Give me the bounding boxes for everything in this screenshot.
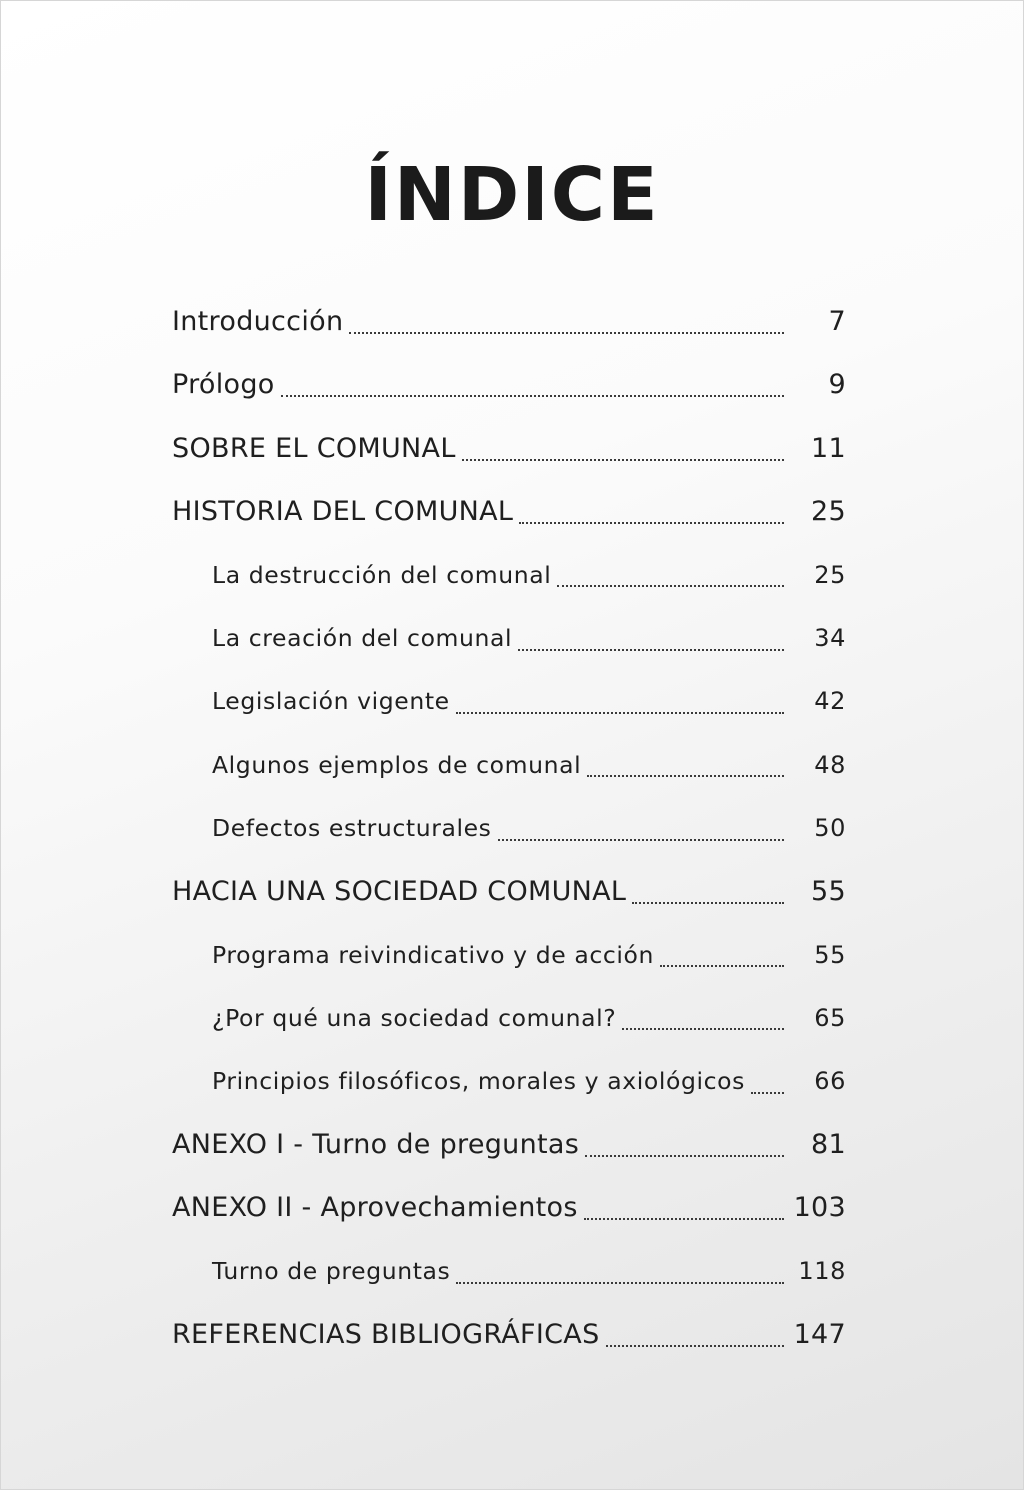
- toc-entry-page-number: 11: [811, 432, 846, 464]
- toc-entry-label: Defectos estructurales: [212, 814, 492, 843]
- toc-entry-label: Legislación vigente: [212, 687, 450, 716]
- dot-leader: [281, 394, 784, 397]
- toc-entry[interactable]: [172, 733, 846, 796]
- toc-entry[interactable]: [172, 290, 846, 353]
- toc-entry-line: [172, 369, 784, 400]
- dot-leader: [349, 331, 784, 334]
- toc-entry-line: [172, 1004, 784, 1032]
- toc-entry-line: [172, 1192, 784, 1223]
- toc-entry-label: Principios filosóficos, morales y axiológicos: [212, 1067, 745, 1096]
- table-of-contents: [172, 290, 846, 1366]
- dot-leader: [557, 584, 784, 587]
- toc-entry-label: HISTORIA DEL COMUNAL: [172, 496, 514, 528]
- toc-entry-label: ANEXO II - Aprovechamientos: [172, 1192, 578, 1224]
- toc-entry-line: [172, 1129, 784, 1160]
- toc-entry-label: SOBRE EL COMUNAL: [172, 432, 456, 464]
- toc-entry-label: La creación del comunal: [212, 624, 513, 653]
- dot-leader: [587, 774, 784, 777]
- toc-entry[interactable]: [172, 1113, 846, 1176]
- toc-entry-page-number: 25: [814, 560, 846, 589]
- toc-entry-label: Programa reivindicativo y de acción: [212, 940, 655, 969]
- toc-entry-label: Prólogo: [172, 369, 275, 401]
- toc-entry-label: La destrucción del comunal: [212, 560, 552, 589]
- toc-entry-label: ANEXO I - Turno de preguntas: [172, 1129, 580, 1160]
- dot-leader: [622, 1027, 784, 1030]
- toc-entry[interactable]: [172, 1239, 846, 1302]
- toc-entry[interactable]: [172, 543, 846, 606]
- toc-entry[interactable]: [172, 606, 846, 669]
- toc-entry-label: HACIA UNA SOCIEDAD COMUNAL: [172, 875, 627, 907]
- toc-entry-page-number: 50: [814, 814, 846, 843]
- toc-entry-line: [172, 561, 784, 589]
- toc-entry-label: Algunos ejemplos de comunal: [212, 750, 582, 779]
- toc-entry[interactable]: [172, 417, 846, 480]
- dot-leader: [456, 1281, 784, 1284]
- dot-leader: [456, 711, 784, 714]
- toc-entry-page-number: 66: [814, 1067, 846, 1096]
- dot-leader: [585, 1154, 784, 1157]
- toc-entry-page-number: 9: [828, 369, 846, 401]
- dot-leader: [498, 838, 784, 841]
- toc-entry-page-number: 65: [814, 1003, 846, 1032]
- toc-entry[interactable]: [172, 923, 846, 986]
- toc-entry-page-number: 81: [811, 1129, 846, 1160]
- toc-entry-line: [172, 1257, 784, 1285]
- toc-entry-line: [172, 433, 784, 464]
- toc-entry-page-number: 147: [793, 1318, 846, 1350]
- dot-leader: [518, 648, 784, 651]
- toc-entry-page-number: 118: [798, 1257, 846, 1286]
- dot-leader: [462, 458, 784, 461]
- toc-entry-page-number: 48: [814, 750, 846, 779]
- toc-entry[interactable]: [172, 670, 846, 733]
- toc-entry-page-number: 103: [793, 1192, 846, 1224]
- toc-entry-line: [172, 814, 784, 842]
- toc-entry-line: [172, 941, 784, 969]
- dot-leader: [751, 1091, 784, 1094]
- toc-entry-page-number: 42: [814, 687, 846, 716]
- toc-entry-label: ¿Por qué una sociedad comunal?: [212, 1003, 617, 1032]
- toc-entry-label: REFERENCIAS BIBLIOGRÁFICAS: [172, 1318, 600, 1350]
- toc-entry-line: [172, 624, 784, 652]
- toc-entry-page-number: 55: [814, 940, 846, 969]
- toc-entry-line: [172, 1067, 784, 1095]
- dot-leader: [519, 521, 784, 524]
- toc-entry-line: [172, 876, 784, 907]
- toc-entry[interactable]: [172, 1303, 846, 1366]
- dot-leader: [660, 964, 784, 967]
- toc-entry-page-number: 7: [828, 306, 846, 338]
- toc-entry-page-number: 55: [811, 875, 846, 907]
- dot-leader: [606, 1344, 784, 1347]
- toc-entry-page-number: 34: [814, 624, 846, 653]
- toc-entry[interactable]: [172, 480, 846, 543]
- toc-entry-label: Turno de preguntas: [212, 1257, 451, 1286]
- toc-entry-line: [172, 496, 784, 527]
- toc-entry-label: Introducción: [172, 306, 344, 338]
- toc-entry[interactable]: [172, 1050, 846, 1113]
- toc-entry-line: [172, 1319, 784, 1350]
- toc-entry-page-number: 25: [811, 496, 846, 528]
- dot-leader: [584, 1217, 784, 1220]
- toc-entry-line: [172, 687, 784, 715]
- toc-entry[interactable]: [172, 860, 846, 923]
- toc-entry[interactable]: [172, 796, 846, 859]
- dot-leader: [632, 901, 784, 904]
- toc-entry-line: [172, 306, 784, 337]
- toc-entry-line: [172, 751, 784, 779]
- page-title: ÍNDICE: [364, 152, 660, 238]
- toc-entry[interactable]: [172, 1176, 846, 1239]
- toc-entry[interactable]: [172, 986, 846, 1049]
- toc-entry[interactable]: [172, 353, 846, 416]
